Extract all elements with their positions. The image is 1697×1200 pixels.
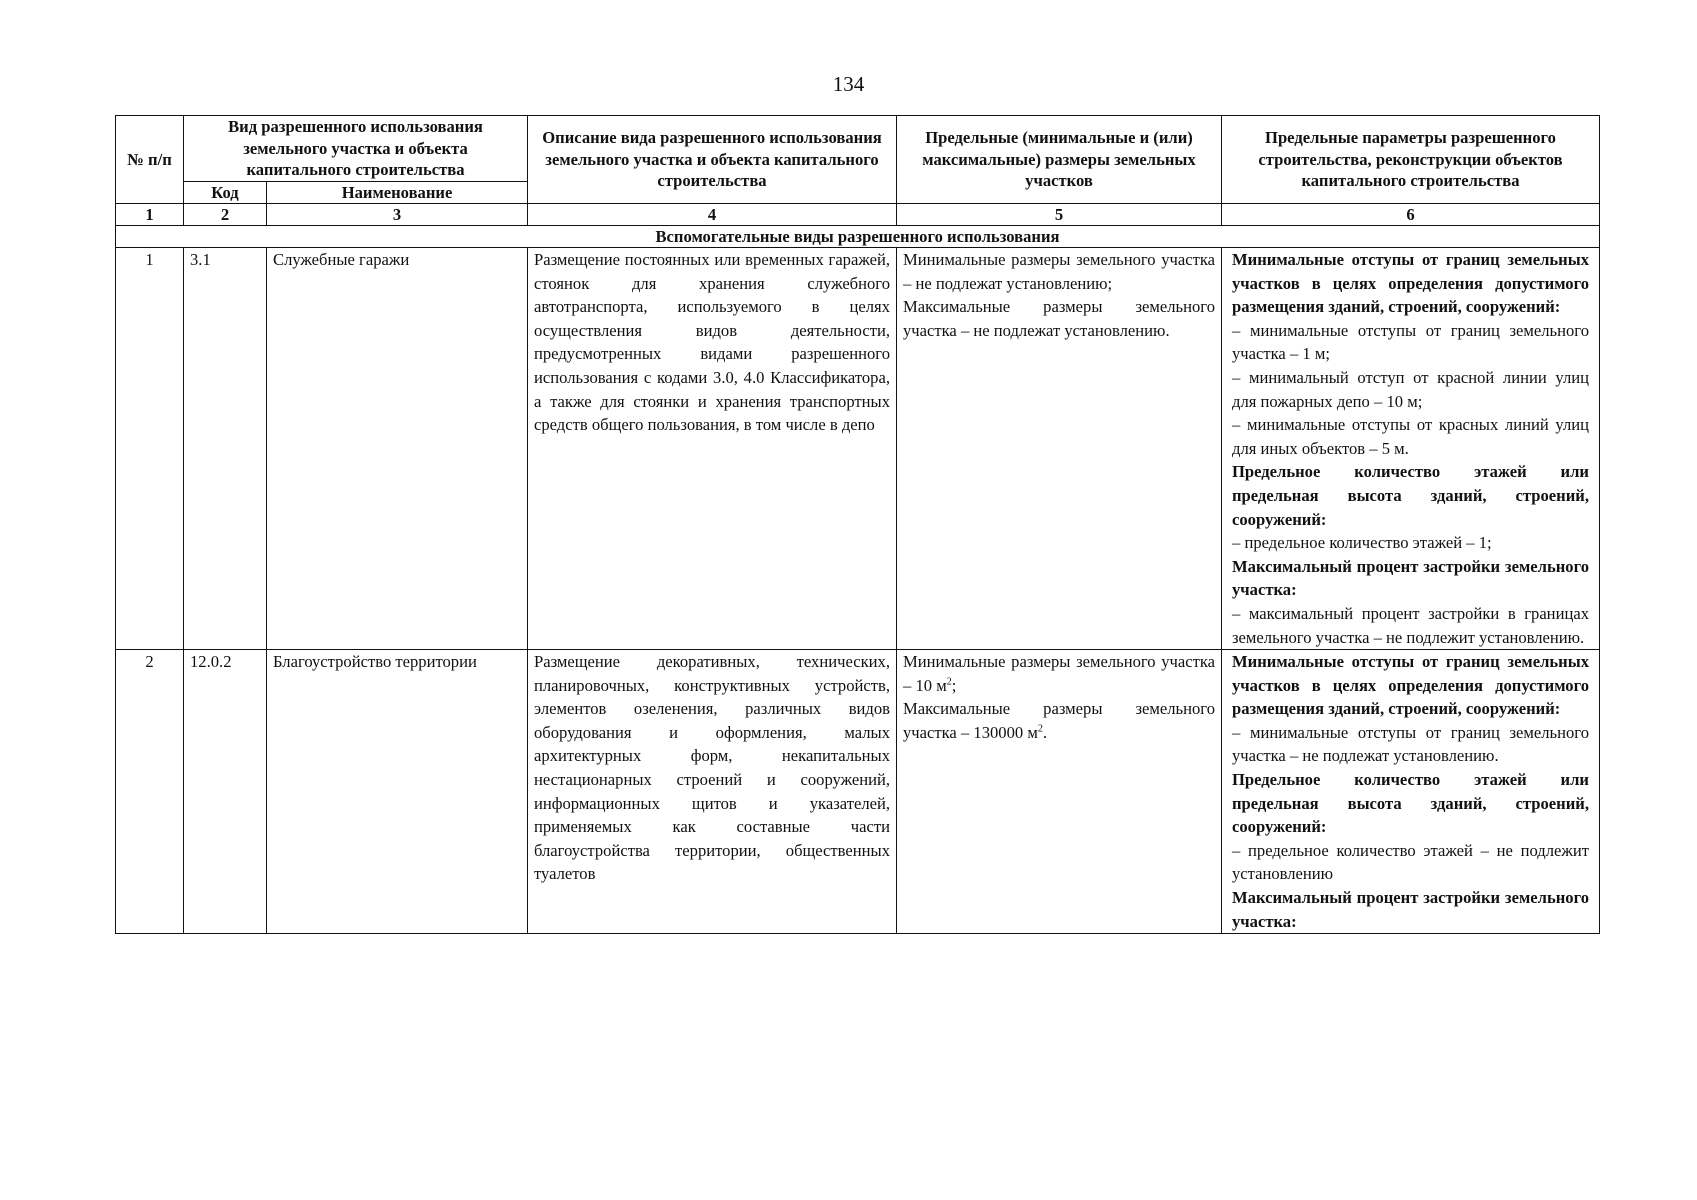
superscript: 2: [1037, 723, 1043, 735]
params-heading: Предельное количество этажей или предельная высота зданий, строений, сооружений:: [1232, 770, 1589, 837]
params-item: – максимальный процент застройки в границах земельного участка – не подлежит установлению.: [1232, 603, 1589, 647]
row-name: Служебные гаражи: [267, 248, 528, 650]
sizes-min: Минимальные размеры земельного участка – не подлежат установлению;: [903, 250, 1215, 293]
column-number: 5: [897, 204, 1222, 226]
description-text: Размещение декоративных, технических, планировочных, конструктивных устройств, элементов озеленения, различных видов оборудования и оформления, малых архитектурных форм, некапитальных нестационарных строений и сооружений, информационных щитов и указателей, применяемых как составные части благоустройства территории, общественных туалетов: [534, 652, 890, 884]
params-heading: Минимальные отступы от границ земельных участков в целях определения допустимого размещения зданий, строений, сооружений:: [1232, 250, 1589, 317]
params-heading: Минимальные отступы от границ земельных участков в целях определения допустимого размещения зданий, строений, сооружений:: [1232, 652, 1589, 719]
header-num: № п/п: [116, 116, 184, 204]
column-number: 4: [528, 204, 897, 226]
header-params: Предельные параметры разрешенного строительства, реконструкции объектов капитального строительства: [1222, 116, 1600, 204]
params-item: – минимальные отступы от границ земельного участка – не подлежат установлению.: [1232, 722, 1589, 766]
params-item: – минимальный отступ от красной линии улиц для пожарных депо – 10 м;: [1232, 367, 1589, 411]
row-num: 1: [116, 248, 184, 650]
sizes-max: Максимальные размеры земельного участка – не подлежат установлению.: [903, 297, 1215, 340]
sizes-max: [903, 697, 1215, 744]
header-row-1: [116, 116, 1600, 182]
params-item: – минимальные отступы от красных линий улиц для иных объектов – 5 м.: [1232, 415, 1589, 458]
column-number-row: [116, 204, 1600, 226]
column-number: 2: [184, 204, 267, 226]
row-description: [528, 650, 897, 934]
section-title: Вспомогательные виды разрешенного использования: [116, 226, 1600, 248]
sizes-min-end: ;: [951, 675, 957, 695]
sizes-min: [903, 650, 1215, 697]
land-use-table: [115, 115, 1600, 934]
description-text: Размещение постоянных или временных гаражей, стоянок для хранения служебного автотранспорта, используемого в целях осуществления видов деятельности, предусмотренных видами разрешенного использования с кодами 3.0, 4.0 Классификатора, а также для стоянки и хранения транспортных средств общего пользования, в том числе в депо: [534, 250, 890, 435]
column-number: 1: [116, 204, 184, 226]
params-item: – минимальные отступы от границ земельного участка – 1 м;: [1232, 320, 1589, 364]
row-sizes: [897, 248, 1222, 650]
header-description: Описание вида разрешенного использования земельного участка и объекта капитального строительства: [528, 116, 897, 204]
header-name: Наименование: [267, 181, 528, 204]
section-row: [116, 226, 1600, 248]
row-name: Благоустройство территории: [267, 650, 528, 934]
row-params: [1222, 248, 1600, 650]
table-row: [116, 650, 1600, 934]
header-code: Код: [184, 181, 267, 204]
sizes-max-end: .: [1042, 722, 1047, 742]
row-code: 12.0.2: [184, 650, 267, 934]
params-item: – предельное количество этажей – не подлежит установлению: [1232, 840, 1589, 884]
page-number: 134: [832, 72, 865, 96]
sizes-min-text: Минимальные размеры земельного участка – 10 м: [903, 652, 1215, 695]
params-item: – предельное количество этажей – 1;: [1232, 533, 1492, 553]
column-number: 3: [267, 204, 528, 226]
column-number: 6: [1222, 204, 1600, 226]
row-code: 3.1: [184, 248, 267, 650]
table-row: [116, 248, 1600, 650]
sizes-max-text: Максимальные размеры земельного участка – 130000 м: [903, 699, 1215, 742]
header-use-type: Вид разрешенного использования земельного участка и объекта капитального строительства: [184, 116, 528, 182]
row-params: [1222, 650, 1600, 934]
row-num: 2: [116, 650, 184, 934]
params-heading: Максимальный процент застройки земельного участка:: [1232, 888, 1589, 931]
superscript: 2: [946, 676, 952, 688]
header-plot-sizes: Предельные (минимальные и (или) максимальные) размеры земельных участков: [897, 116, 1222, 204]
row-description: [528, 248, 897, 650]
row-sizes: [897, 650, 1222, 934]
params-heading: Предельное количество этажей или предельная высота зданий, строений, сооружений:: [1232, 462, 1589, 529]
params-heading: Максимальный процент застройки земельного участка:: [1232, 556, 1589, 600]
